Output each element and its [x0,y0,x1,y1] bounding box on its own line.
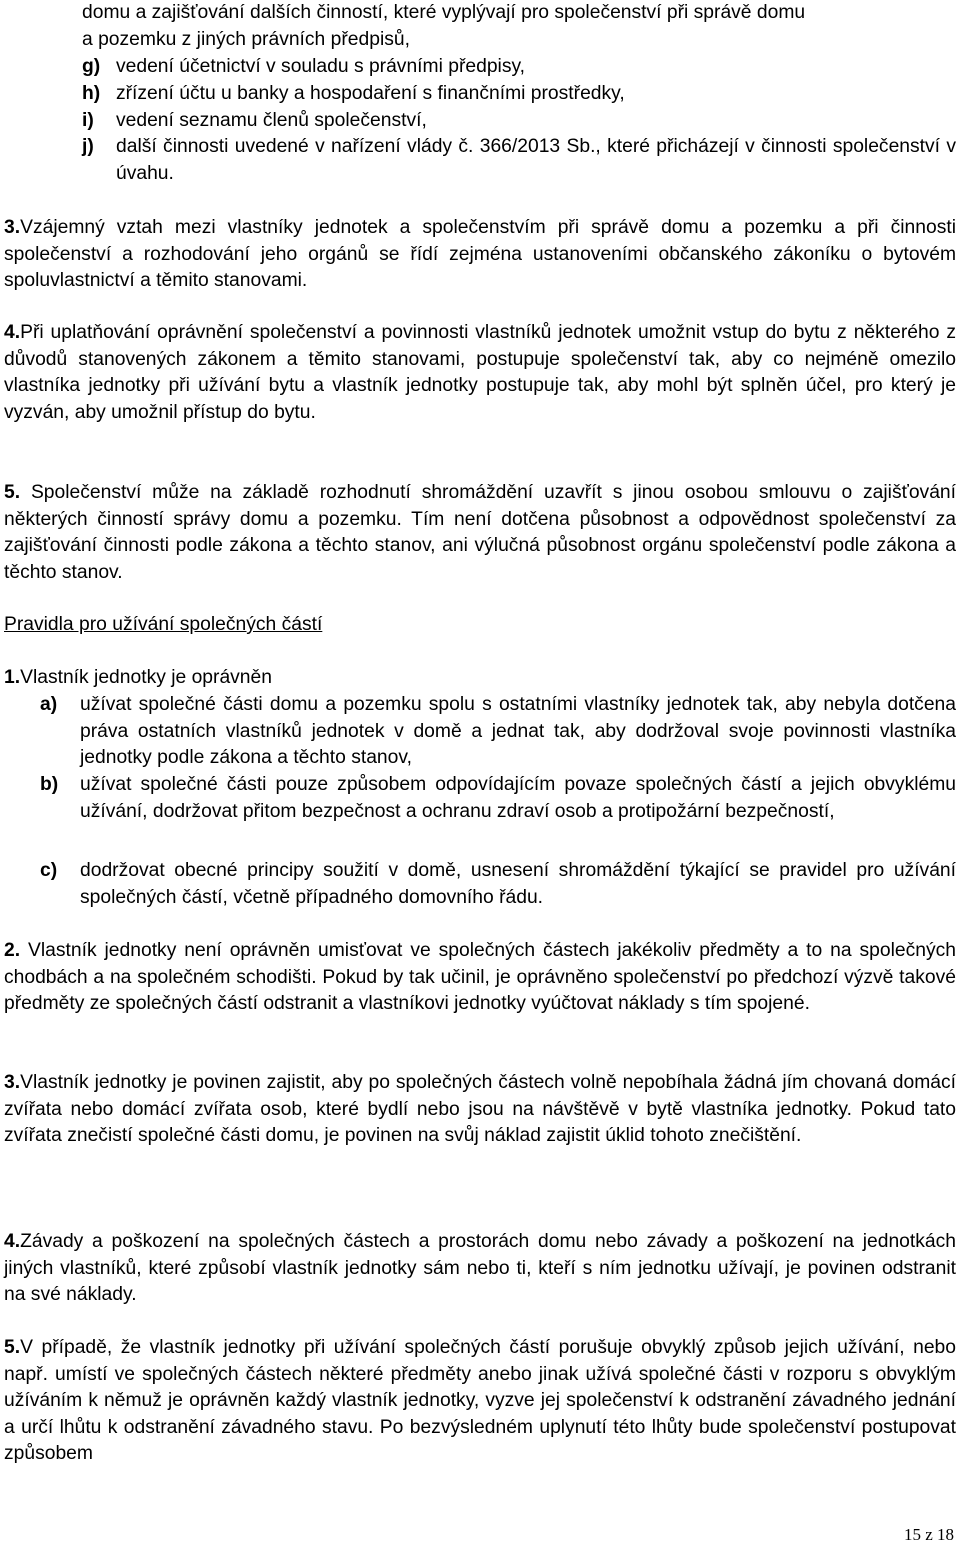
list-text: zřízení účtu u banky a hospodaření s finančními prostředky, [116,83,625,104]
rule-1-intro [4,665,956,692]
rule-text: V případě, že vlastník jednotky při užívání společných částí porušuje obvyklý způsob jejich užívání, nebo např. umístí ve společných částech některé předměty anebo jinak užívá společné části v rozporu s obvyklým užíváním k němuž je oprávněn každý vlastník jednotky, vyzve jej společenství k odstranění závadného jednání a určí lhůtu k odstranění závadného stavu. Po bezvýsledném uplynutí této lhůty bude společenství postupovat způsobem [4,1337,956,1465]
page-number: 15 z 18 [903,1525,954,1544]
list-marker: g) [82,56,101,77]
paragraph-text: Společenství může na základě rozhodnutí shromáždění uzavřít s jinou osobou smlouvu o zajišťování některých činností správy domu a pozemku. Tím není dotčena působnost a odpovědnost společenství za zajišťování činnosti podle zákona a těchto stanov, ani výlučná působnost orgánu společenství podle zákona a těchto stanov. [4,482,957,583]
list-marker: b) [40,774,59,795]
list-marker: j) [82,136,94,157]
rule-text: Vlastník jednotky není oprávněn umisťovat ve společných částech jakékoliv předměty a to na společných chodbách a na společném schodišti. Pokud by tak učinil, je oprávněno společenství po předchozí výzvě takové předměty ze společných částí odstranit a vlastníkovi jednotky vyúčtovat náklady s tím spojené. [4,940,956,1015]
paragraph-number: 4. [4,322,21,343]
rule-text: Vlastník jednotky je povinen zajistit, aby po společných částech volně nepobíhala žádná jím chovaná domácí zvířata nebo domácí zvířata osob, které bydlí nebo jsou na návštěvě v bytě vlastníka jednotky. Pokud tato zvířata znečistí společné části domu, je povinen na svůj náklad zajistit úklid tohoto znečištění. [4,1072,956,1147]
paragraph-4 [4,320,956,426]
paragraph-number: 3. [4,217,21,238]
list-marker: h) [82,83,101,104]
rule-number: 1. [4,667,21,688]
rule-number: 5. [4,1337,21,1358]
list-text: vedení seznamu členů společenství, [116,110,427,131]
rule-number: 3. [4,1072,21,1093]
list-text: dodržovat obecné principy soužití v domě, usnesení shromáždění týkající se pravidel pro užívání společných částí, včetně případného domovního řádu. [80,860,956,908]
list-text: užívat společné části domu a pozemku spolu s ostatními vlastníky jednotek tak, aby nebyla dotčena práva ostatních vlastníků jednotek v domě a jednat tak, aby dodržoval svoje povinnosti vlastníka jednotky podle zákona a těchto stanov, [80,694,956,769]
list-text: vedení účetnictví v souladu s právními předpisy, [116,56,526,77]
list-item-j [82,134,956,184]
rule-1-item-a [40,692,956,772]
rule-5 [4,1335,956,1468]
list-marker: a) [40,694,58,715]
list-text: další činnosti uvedené v nařízení vlády č. 366/2013 Sb., které přicházejí v činnosti společenství v úvahu. [116,136,956,184]
list-item-h [82,81,956,108]
continuation-line-1: domu a zajišťování dalších činností, které vyplývají pro společenství při správě domu [82,2,806,23]
rule-2 [4,938,956,1018]
rule-number: 2. [4,940,21,961]
rule-3 [4,1070,956,1150]
paragraph-5 [4,480,956,586]
rule-1-item-c [40,858,956,911]
list-item-i [82,108,956,135]
rule-intro-text: Vlastník jednotky je oprávněn [20,667,272,688]
rule-text: Závady a poškození na společných částech a prostorách domu nebo závady a poškození na jednotkách jiných vlastníků, které způsobí vlastník jednotky sám nebo ti, kteří s ním jednotku užívají, je povinen odstranit na své náklady. [4,1231,956,1306]
section-heading: Pravidla pro užívání společných částí [4,614,323,635]
rule-4 [4,1229,956,1309]
list-text: užívat společné části pouze způsobem odpovídajícím povaze společných částí a jejich obvyklému užívání, dodržovat přitom bezpečnost a ochranu zdraví osob a protipožární bezpečností, [80,774,956,822]
list-marker: c) [40,860,58,881]
paragraph-text: Při uplatňování oprávnění společenství a povinnosti vlastníků jednotek umožnit vstup do bytu z některého z důvodů stanovených zákonem a těmito stanovami, postupuje společenství tak, aby co nejméně omezilo vlastníka jednotky při užívání bytu a vlastník jednotky postupuje tak, aby mohl být splněn účel, pro který je vyzván, aby umožnil přístup do bytu. [4,322,956,423]
rule-1-item-b [40,772,956,825]
paragraph-number: 5. [4,482,21,503]
paragraph-3 [4,215,956,295]
list-item-g [82,54,956,81]
rule-number: 4. [4,1231,21,1252]
continuation-line-2: a pozemku z jiných právních předpisů, [82,29,410,50]
paragraph-text: Vzájemný vztah mezi vlastníky jednotek a společenstvím při správě domu a pozemku a při činnosti společenství a rozhodování jeho orgánů se řídí zejména ustanoveními občanského zákoníku o bytovém spoluvlastnictví a těmito stanovami. [4,217,956,292]
list-marker: i) [82,110,94,131]
